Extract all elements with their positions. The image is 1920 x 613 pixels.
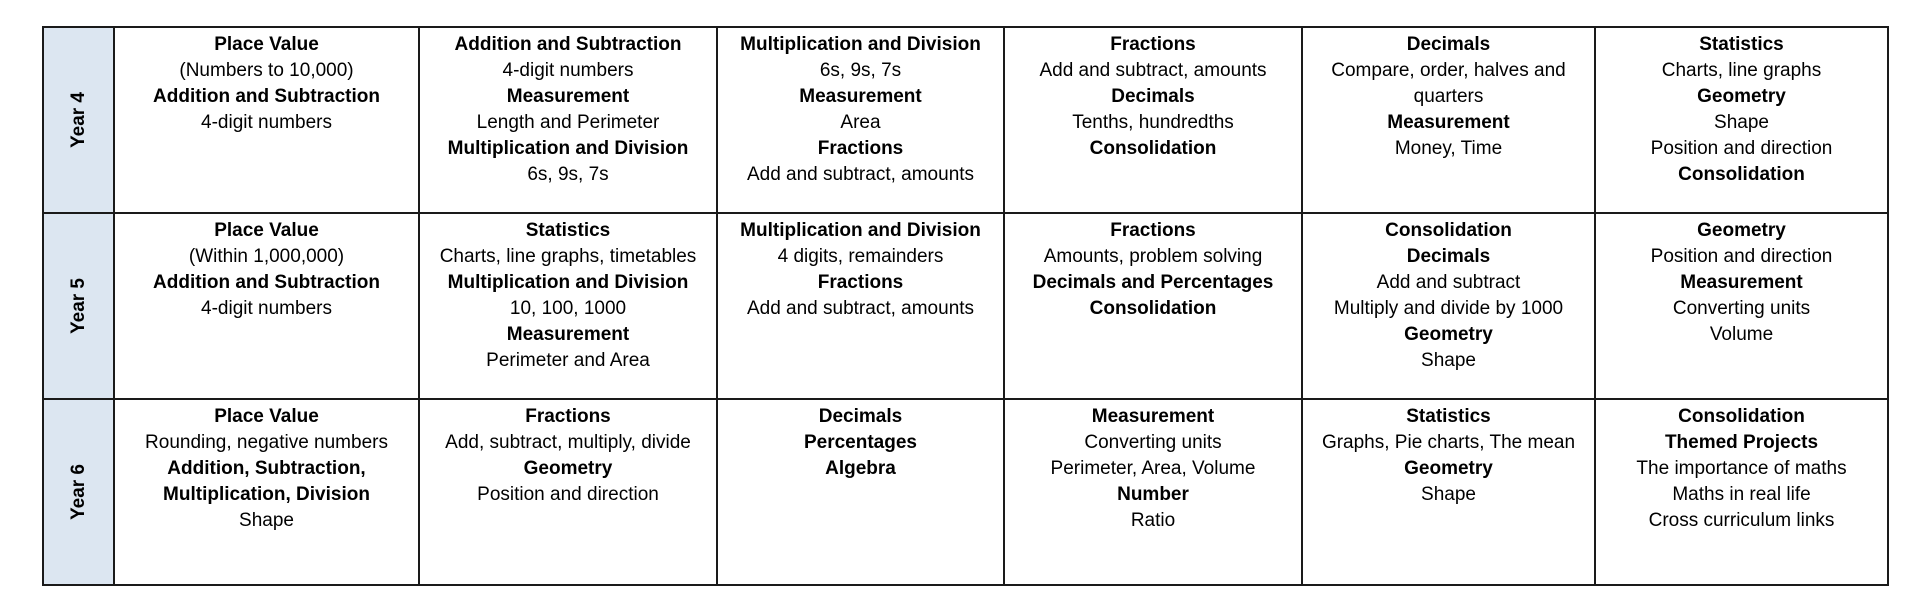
topic-heading: Consolidation — [1385, 220, 1512, 241]
topic-heading: Decimals — [1406, 34, 1491, 55]
topic-heading: Multiplication and Division — [447, 138, 689, 159]
topic-detail: Volume — [1709, 324, 1774, 345]
table-row — [43, 399, 1888, 585]
topic-cell — [419, 213, 717, 399]
table-body — [43, 27, 1888, 585]
topic-heading: Decimals — [818, 406, 903, 427]
topic-detail: Money, Time — [1394, 138, 1503, 159]
topic-detail: The importance of maths — [1636, 458, 1847, 479]
topic-heading: Statistics — [1406, 406, 1491, 427]
topic-cell — [1004, 27, 1302, 213]
topic-heading: Addition and Subtraction — [153, 272, 380, 293]
topic-heading: Geometry — [1697, 86, 1786, 107]
topic-heading: Consolidation — [1089, 298, 1217, 319]
topic-detail: Compare, order, halves and — [1331, 60, 1566, 81]
topic-heading: Place Value — [214, 220, 319, 241]
topic-heading: Multiplication and Division — [447, 272, 689, 293]
topic-detail: Position and direction — [477, 484, 659, 505]
topic-heading: Addition, Subtraction, — [167, 458, 366, 479]
topic-detail: Add and subtract, amounts — [746, 164, 975, 185]
topic-heading: Themed Projects — [1664, 432, 1819, 453]
topic-heading: Statistics — [1699, 34, 1784, 55]
topic-heading: Measurement — [506, 86, 630, 107]
topic-heading: Multiplication and Division — [740, 34, 981, 55]
topic-detail: Graphs, Pie charts, The mean — [1321, 432, 1576, 453]
topic-heading: Statistics — [525, 220, 611, 241]
topic-heading: Geometry — [1697, 220, 1786, 241]
topic-cell — [1302, 399, 1595, 585]
topic-heading: Percentages — [803, 432, 917, 453]
year-header-cell — [43, 27, 114, 213]
topic-cell — [717, 213, 1004, 399]
topic-heading: Geometry — [1404, 324, 1493, 345]
topic-detail: Multiply and divide by 1000 — [1333, 298, 1564, 319]
topic-detail: 4-digit numbers — [502, 60, 634, 81]
topic-heading: Number — [1117, 484, 1189, 505]
topic-heading: Decimals and Percentages — [1032, 272, 1274, 293]
table-row — [43, 213, 1888, 399]
topic-heading: Multiplication and Division — [740, 220, 981, 241]
topic-detail: 4-digit numbers — [201, 112, 332, 133]
topic-heading: Measurement — [799, 86, 922, 107]
topic-cell — [1302, 27, 1595, 213]
topic-detail: Position and direction — [1650, 138, 1833, 159]
topic-detail: Add and subtract, amounts — [746, 298, 975, 319]
topic-detail: Tenths, hundredths — [1072, 112, 1234, 133]
topic-detail: 6s, 9s, 7s — [819, 60, 902, 81]
year-label: Year 5 — [67, 278, 89, 334]
topic-detail: Perimeter and Area — [486, 350, 650, 371]
topic-heading: Algebra — [825, 458, 896, 479]
topic-heading: Consolidation — [1678, 406, 1805, 427]
topic-detail: Shape — [1421, 484, 1476, 505]
topic-detail: Amounts, problem solving — [1043, 246, 1263, 267]
topic-cell — [1004, 213, 1302, 399]
topic-heading: Measurement — [1091, 406, 1215, 427]
topic-detail: Position and direction — [1650, 246, 1833, 267]
topic-heading: Measurement — [506, 324, 630, 345]
topic-detail: Rounding, negative numbers — [145, 432, 388, 453]
topic-detail: Shape — [1714, 112, 1769, 133]
topic-cell — [1595, 213, 1888, 399]
topic-heading: Measurement — [1387, 112, 1510, 133]
topic-heading: Multiplication, Division — [163, 484, 370, 505]
topic-cell — [717, 399, 1004, 585]
topic-detail: Add, subtract, multiply, divide — [445, 432, 691, 453]
topic-heading: Consolidation — [1089, 138, 1217, 159]
topic-detail: Shape — [1421, 350, 1476, 371]
topic-heading: Fractions — [817, 272, 904, 293]
topic-heading: Place Value — [214, 34, 319, 55]
topic-cell — [1004, 399, 1302, 585]
topic-heading: Geometry — [1404, 458, 1493, 479]
topic-detail: Length and Perimeter — [476, 112, 660, 133]
topic-detail: Charts, line graphs, timetables — [439, 246, 697, 267]
topic-cell — [1595, 27, 1888, 213]
topic-detail: Area — [840, 112, 881, 133]
topic-detail: Cross curriculum links — [1648, 510, 1835, 531]
year-label: Year 6 — [67, 464, 89, 520]
topic-heading: Fractions — [1110, 34, 1196, 55]
topic-heading: Fractions — [817, 138, 904, 159]
topic-detail: Converting units — [1084, 432, 1222, 453]
topic-heading: Consolidation — [1678, 164, 1805, 185]
topic-heading: Fractions — [525, 406, 611, 427]
topic-heading: Fractions — [1110, 220, 1196, 241]
topic-detail: 4-digit numbers — [201, 298, 332, 319]
topic-cell — [419, 27, 717, 213]
topic-detail: Shape — [239, 510, 294, 531]
topic-detail: Charts, line graphs — [1661, 60, 1822, 81]
topic-detail: Ratio — [1130, 510, 1176, 531]
topic-detail: quarters — [1413, 86, 1484, 107]
topic-heading: Addition and Subtraction — [153, 86, 380, 107]
topic-detail: 4 digits, remainders — [777, 246, 944, 267]
topic-detail: Add and subtract, amounts — [1039, 60, 1267, 81]
topic-detail: 6s, 9s, 7s — [527, 164, 609, 185]
topic-cell — [114, 213, 419, 399]
topic-cell — [1595, 399, 1888, 585]
year-header-cell — [43, 399, 114, 585]
topic-cell — [1302, 213, 1595, 399]
topic-heading: Addition and Subtraction — [454, 34, 682, 55]
year-header-cell — [43, 213, 114, 399]
topic-detail: 10, 100, 1000 — [509, 298, 627, 319]
topic-heading: Measurement — [1680, 272, 1803, 293]
topic-cell — [114, 27, 419, 213]
topic-heading: Decimals — [1111, 86, 1195, 107]
topic-detail: Perimeter, Area, Volume — [1050, 458, 1256, 479]
topic-heading: Decimals — [1406, 246, 1491, 267]
year-label: Year 4 — [67, 92, 89, 148]
maths-curriculum-table — [42, 26, 1889, 586]
topic-detail: (Numbers to 10,000) — [179, 60, 354, 81]
topic-detail: Add and subtract — [1376, 272, 1521, 293]
topic-heading: Place Value — [214, 406, 319, 427]
topic-cell — [419, 399, 717, 585]
topic-detail: (Within 1,000,000) — [188, 246, 345, 267]
topic-heading: Geometry — [523, 458, 613, 479]
topic-cell — [114, 399, 419, 585]
topic-cell — [717, 27, 1004, 213]
topic-detail: Converting units — [1672, 298, 1811, 319]
topic-detail: Maths in real life — [1672, 484, 1811, 505]
table-row — [43, 27, 1888, 213]
